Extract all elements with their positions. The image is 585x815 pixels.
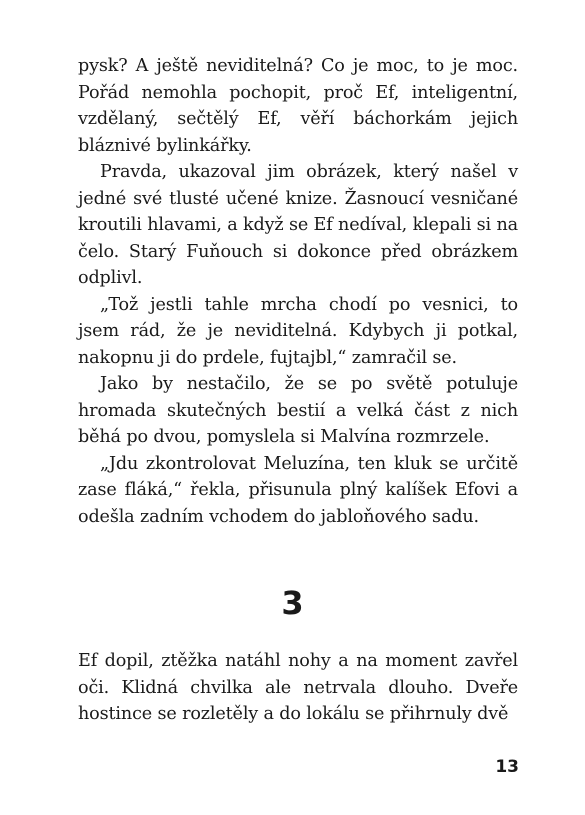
main-text-bottom xyxy=(78,648,518,728)
paragraph: Pravda, ukazoval jim obrázek, který našel v jedné své tlusté učené knize. Žasnoucí vesničané kroutili hlavami, a když se Ef nedíval, klepali si na čelo. Starý Fuňouch si dokonce před obrázkem odplivl. xyxy=(78,162,518,288)
chapter-heading: 3 xyxy=(281,584,304,622)
paragraph: Ef dopil, ztěžka natáhl nohy a na moment zavřel oči. Klidná chvilka ale netrvala dlouho. Dveře hostince se rozletěly a do lokálu se přihrnuly dvě xyxy=(78,651,518,724)
paragraph: pysk? A ještě neviditelná? Co je moc, to je moc. Pořád nemohla pochopit, proč Ef, inteligentní, vzdělaný, sečtělý Ef, věří báchorkám jejich bláznivé bylinkářky. xyxy=(78,56,518,156)
main-text-top xyxy=(78,53,518,530)
page-number: 13 xyxy=(495,757,519,777)
paragraph: „Tož jestli tahle mrcha chodí po vesnici, to jsem rád, že je neviditelná. Kdybych ji potkal, nakopnu ji do prdele, fujtajbl,“ zamračil se. xyxy=(78,294,518,368)
paragraph: „Jdu zkontrolovat Meluzína, ten kluk se určitě zase fláká,“ řekla, přisunula plný kalíšek Efovi a odešla zadním vchodem do jabloňového sadu. xyxy=(78,453,518,527)
paragraph: Jako by nestačilo, že se po světě potuluje hromada skutečných bestií a velká část z nich běhá po dvou, pomyslela si Malvína rozmrzele. xyxy=(78,374,518,447)
